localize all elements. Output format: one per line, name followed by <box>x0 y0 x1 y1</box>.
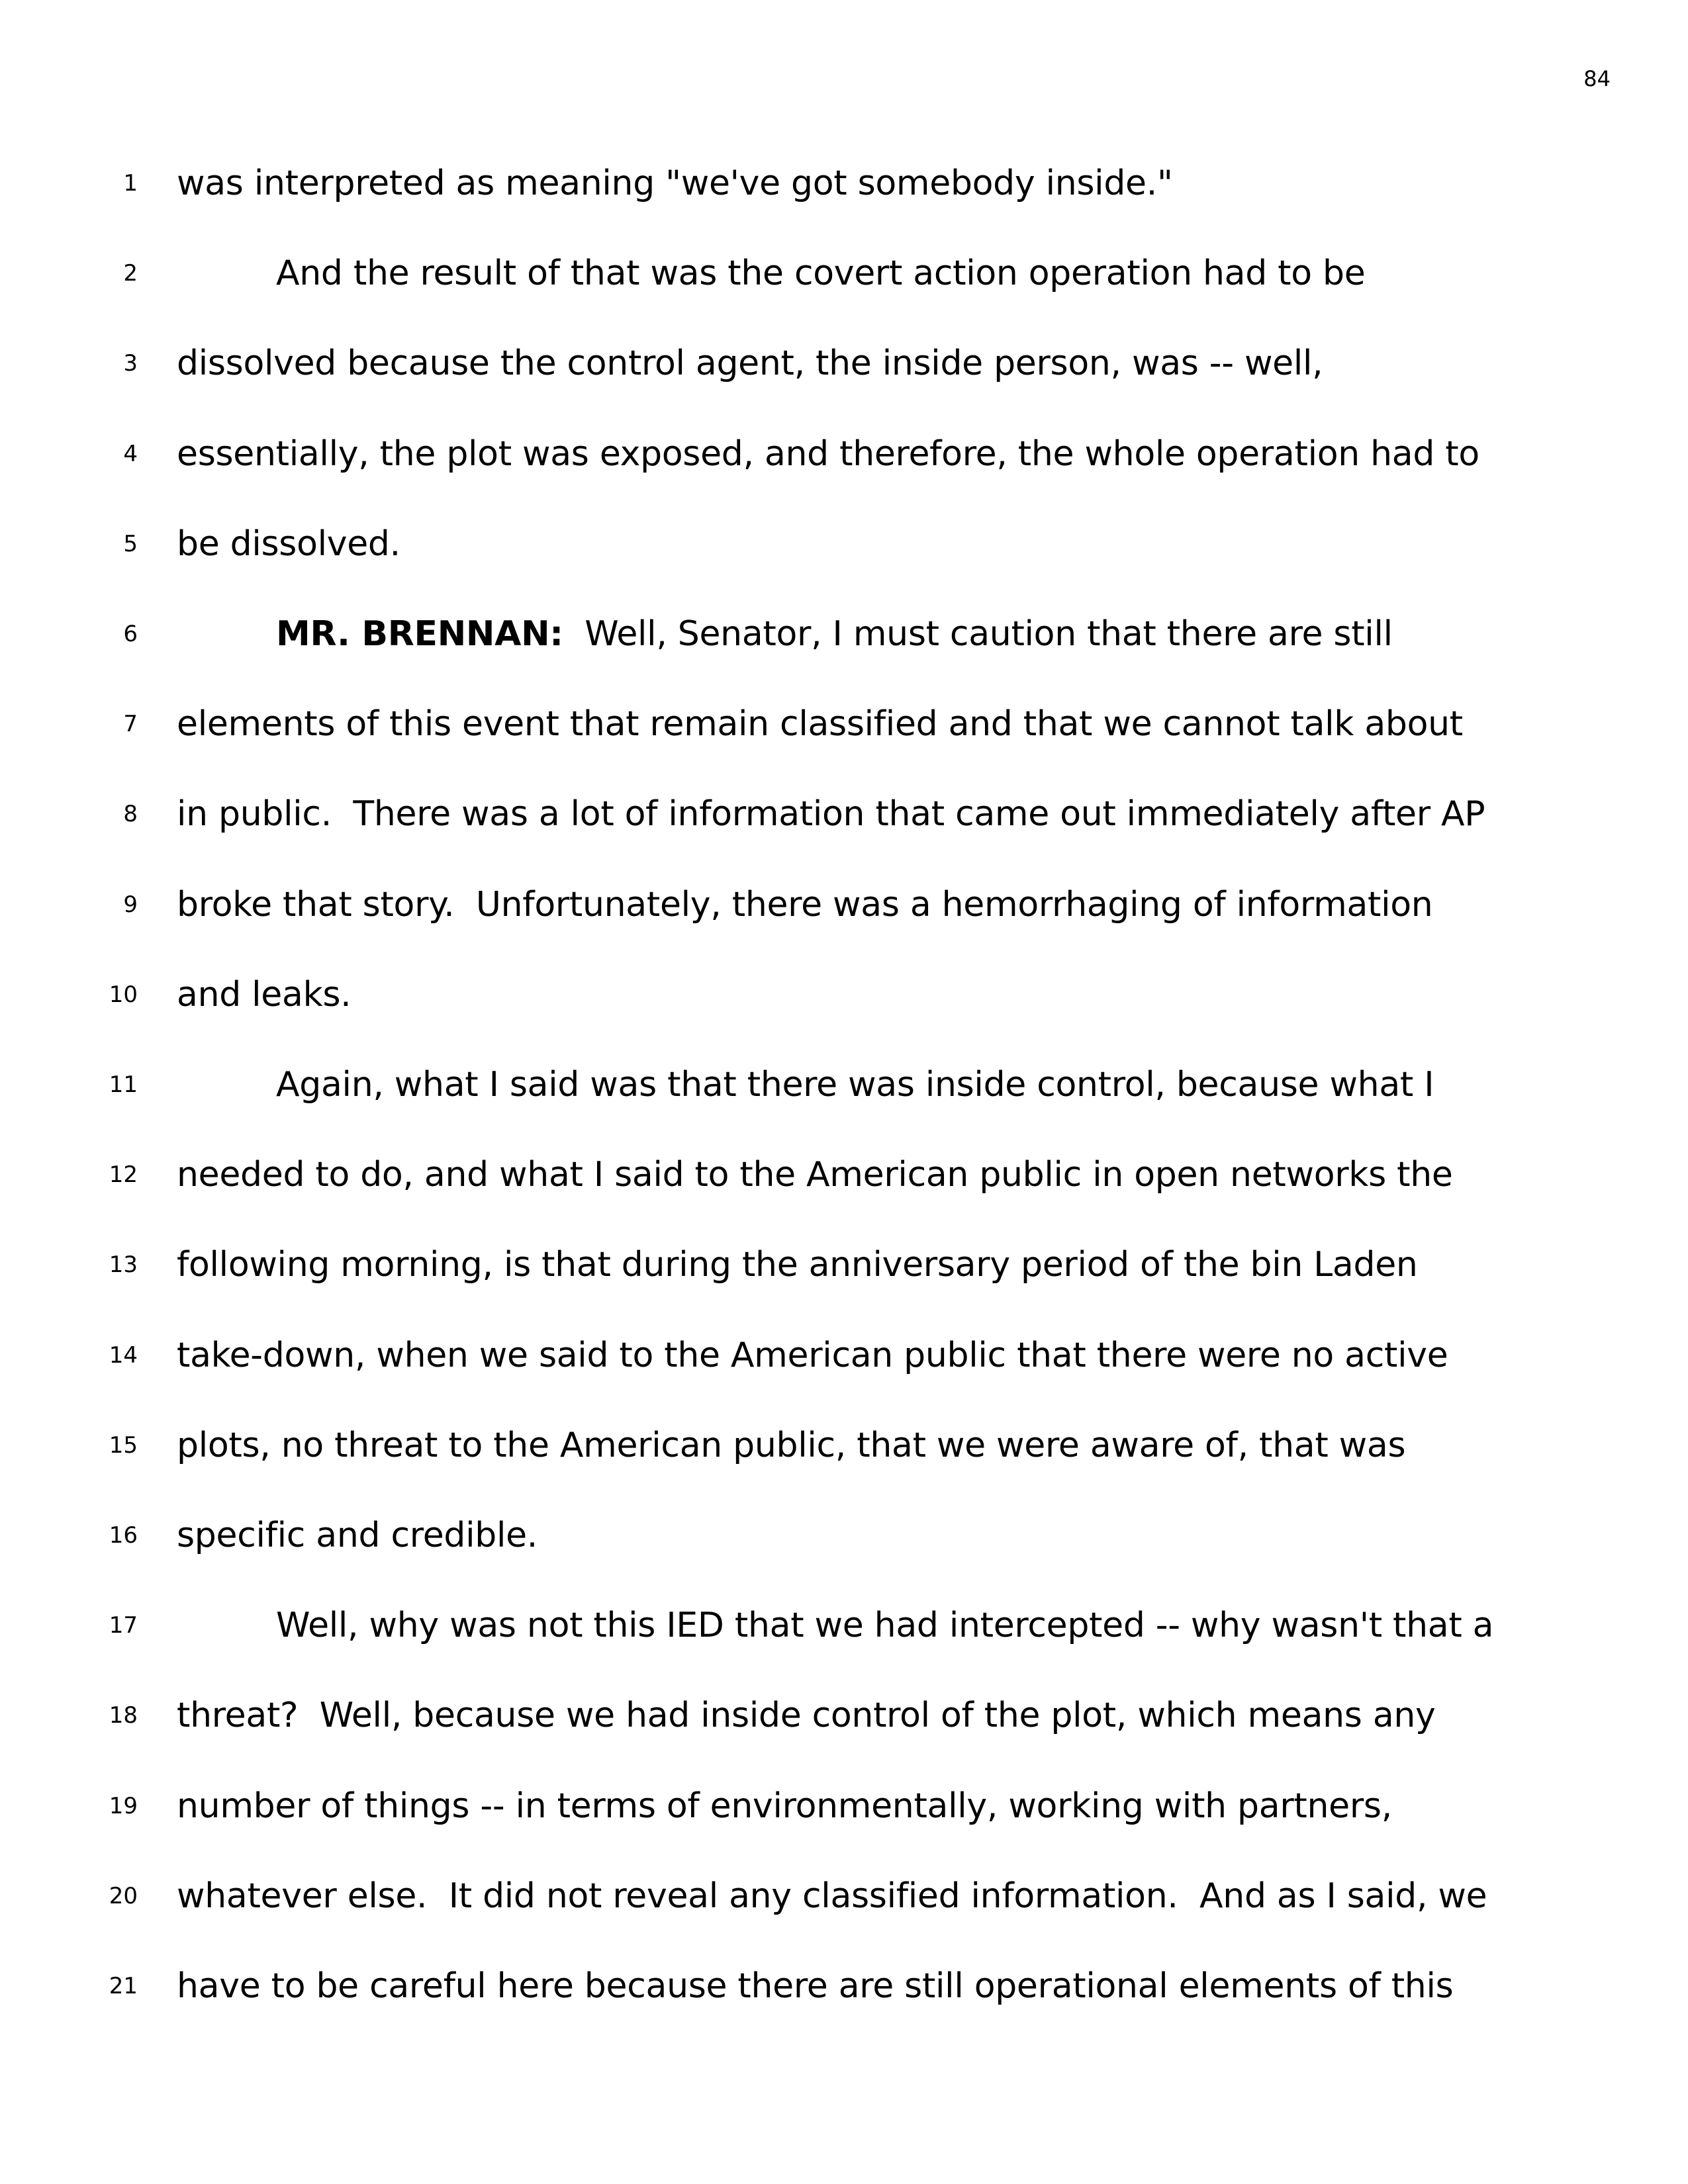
line-number: 20 <box>109 1882 138 1909</box>
line-text: have to be careful here because there are still operational elements of this <box>177 1966 1454 2006</box>
line-number: 13 <box>109 1251 138 1279</box>
line-number: 7 <box>123 711 138 738</box>
line-text: was interpreted as meaning "we've got somebody inside." <box>177 163 1173 203</box>
line-text: dissolved because the control agent, the inside person, was -- well, <box>177 343 1323 384</box>
line-number: 18 <box>109 1702 138 1729</box>
transcript-line <box>0 253 1688 343</box>
line-text: in public. There was a lot of information that came out immediately after AP <box>177 794 1485 835</box>
line-number: 16 <box>109 1522 138 1549</box>
line-number: 12 <box>109 1161 138 1189</box>
transcript-line <box>0 1065 1688 1155</box>
transcript-line <box>0 794 1688 884</box>
line-text <box>276 614 1393 654</box>
transcript-line <box>0 1606 1688 1696</box>
line-text: elements of this event that remain classified and that we cannot talk about <box>177 704 1463 745</box>
transcript-line <box>0 1336 1688 1426</box>
transcript-line <box>0 524 1688 614</box>
line-text: and leaks. <box>177 974 352 1015</box>
line-text: broke that story. Unfortunately, there was a hemorrhaging of information <box>177 884 1433 925</box>
page-number: 84 <box>1583 66 1611 91</box>
speech-text: Well, Senator, I must caution that there are still <box>563 614 1393 654</box>
transcript-line <box>0 885 1688 975</box>
transcript-line <box>0 1786 1688 1876</box>
transcript-line <box>0 704 1688 794</box>
transcript-line <box>0 1516 1688 1606</box>
line-text: following morning, is that during the anniversary period of the bin Laden <box>177 1245 1418 1285</box>
line-text: And the result of that was the covert action operation had to be <box>276 253 1366 294</box>
line-number: 5 <box>123 530 138 557</box>
line-text: Again, what I said was that there was inside control, because what I <box>276 1065 1434 1105</box>
transcript-line <box>0 434 1688 524</box>
line-text: number of things -- in terms of environmentally, working with partners, <box>177 1786 1392 1826</box>
line-number: 6 <box>123 621 138 647</box>
line-number: 19 <box>109 1792 138 1819</box>
transcript-line <box>0 1876 1688 1966</box>
transcript-line <box>0 343 1688 433</box>
line-number: 10 <box>109 981 138 1008</box>
line-number: 2 <box>123 260 138 287</box>
line-text: needed to do, and what I said to the American public in open networks the <box>177 1155 1453 1195</box>
transcript-line <box>0 614 1688 704</box>
transcript-line <box>0 1426 1688 1516</box>
line-text: Well, why was not this IED that we had intercepted -- why wasn't that a <box>276 1606 1494 1646</box>
line-text: specific and credible. <box>177 1516 538 1555</box>
line-number: 21 <box>109 1973 138 1999</box>
transcript-line <box>0 1696 1688 1786</box>
line-number: 1 <box>123 170 138 197</box>
line-text: essentially, the plot was exposed, and therefore, the whole operation had to <box>177 433 1479 474</box>
line-number: 9 <box>123 891 138 918</box>
line-text: take-down, when we said to the American public that there were no active <box>177 1335 1448 1375</box>
line-number: 11 <box>109 1071 138 1098</box>
line-number: 15 <box>109 1432 138 1459</box>
line-text: be dissolved. <box>177 523 400 564</box>
line-number: 17 <box>109 1612 138 1639</box>
transcript-line <box>0 163 1688 253</box>
line-number: 8 <box>123 801 138 828</box>
line-text: plots, no threat to the American public, that we were aware of, that was <box>177 1425 1406 1465</box>
line-number: 3 <box>123 350 138 377</box>
line-number: 4 <box>123 440 138 467</box>
transcript-line <box>0 1966 1688 2056</box>
speaker-label: MR. BRENNAN: <box>276 614 563 654</box>
transcript-line <box>0 1245 1688 1335</box>
transcript-line <box>0 1155 1688 1245</box>
line-text: whatever else. It did not reveal any classified information. And as I said, we <box>177 1876 1487 1916</box>
line-text: threat? Well, because we had inside control of the plot, which means any <box>177 1696 1436 1736</box>
line-number: 14 <box>109 1342 138 1369</box>
transcript-line <box>0 975 1688 1065</box>
